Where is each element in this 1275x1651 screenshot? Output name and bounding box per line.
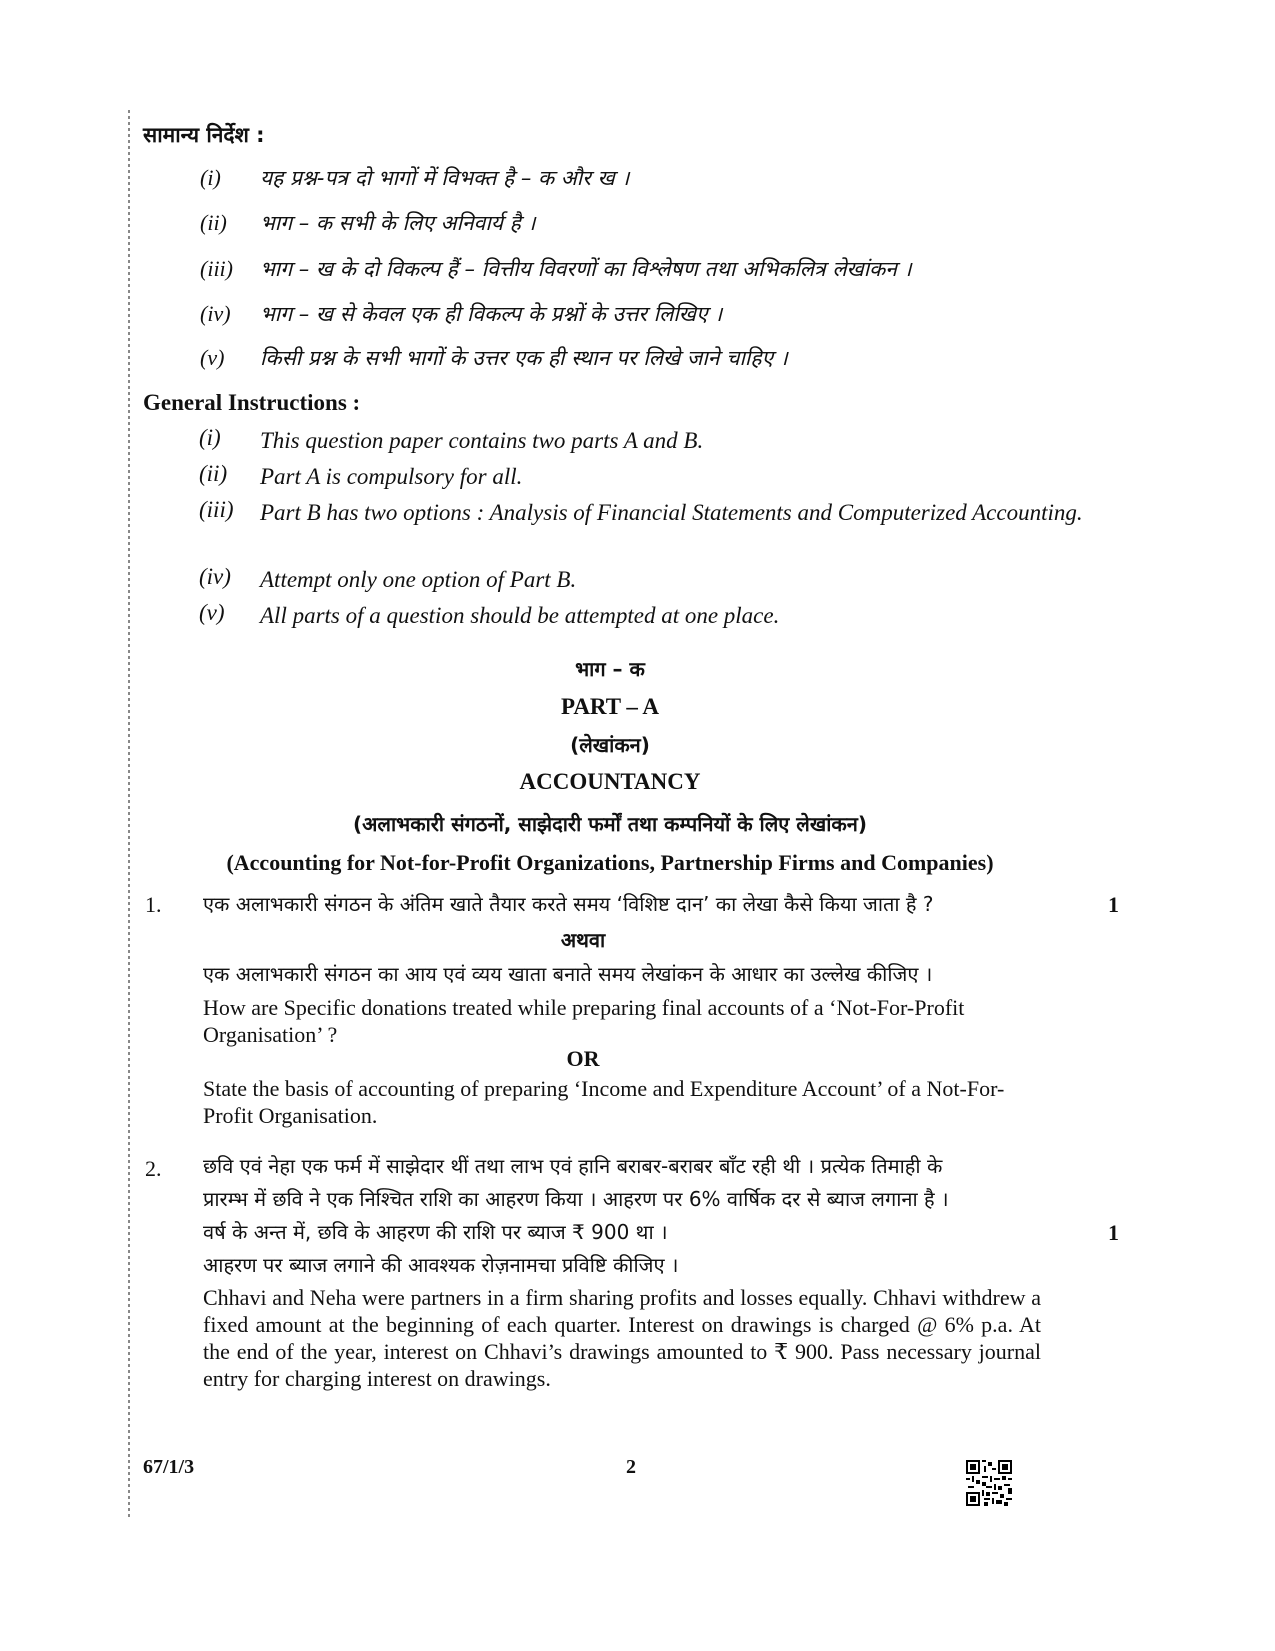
hindi-part-heading: भाग – क [575, 657, 645, 681]
item-text: भाग – ख से केवल एक ही विकल्प के प्रश्नों के उत्तर लिखिए । [260, 302, 723, 326]
english-instructions-heading: General Instructions : [143, 390, 361, 415]
hindi-or-separator: अथवा [560, 928, 606, 952]
hindi-instruction-item [200, 300, 722, 328]
item-number: (v) [200, 345, 225, 370]
item-text: This question paper contains two parts A and B. [260, 428, 704, 453]
question-hindi-alternative: एक अलाभकारी संगठन का आय एवं व्यय खाता बनाते समय लेखांकन के आधार का उल्लेख कीजिए । [203, 962, 933, 986]
item-number: (iv) [200, 301, 231, 326]
dotted-margin-line [128, 110, 130, 1520]
hindi-instructions-heading: सामान्य निर्देश : [143, 123, 265, 147]
hindi-instruction-item [200, 255, 912, 283]
hindi-subject-heading: (लेखांकन) [570, 733, 650, 757]
item-number: (ii) [200, 210, 227, 235]
english-or-separator: OR [566, 1046, 600, 1071]
question-hindi-line: वर्ष के अन्त में, छवि के आहरण की राशि पर ब्याज ₹ 900 था । [203, 1220, 668, 1244]
scope-heading: (Accounting for Not-for-Profit Organizations, Partnership Firms and Companies) [226, 850, 994, 875]
hindi-instruction-item [200, 164, 629, 192]
item-text: All parts of a question should be attempted at one place. [260, 603, 780, 628]
question-hindi-line: प्रारम्भ में छवि ने एक निश्चित राशि का आहरण किया । आहरण पर 6% वार्षिक दर से ब्याज लगाना है । [203, 1187, 949, 1211]
question-hindi-line: छवि एवं नेहा एक फर्म में साझेदार थीं तथा लाभ एवं हानि बराबर-बराबर बाँट रही थी । प्रत्येक तिमाही के [203, 1154, 943, 1178]
item-text: यह प्रश्न-पत्र दो भागों में विभक्त है – क और ख । [260, 166, 630, 190]
item-number: (i) [200, 165, 221, 190]
question-marks: 1 [1108, 892, 1119, 917]
paper-code: 67/1/3 [143, 1456, 195, 1478]
item-number: (iii) [200, 256, 233, 281]
item-number: (iii) [199, 497, 234, 522]
question-english-text: Chhavi and Neha were partners in a firm sharing profits and losses equally. Chhavi withdrew a fixed amount at the beginning of each quarter. Interest on drawings is charged @ 6% p.a. At the end of the year, interest on Chhavi’s drawings amounted to ₹ 900. Pass necessary journal entry for charging interest on drawings. [203, 1285, 1041, 1391]
qr-code-icon [966, 1460, 1012, 1506]
item-number: (i) [199, 425, 221, 450]
item-text: Attempt only one option of Part B. [260, 567, 577, 592]
question-english-alternative: State the basis of accounting of preparing ‘Income and Expenditure Account’ of a Not-For-Profit Organisation. [203, 1076, 1005, 1128]
question-number: 1. [145, 892, 162, 917]
question-english-text: How are Specific donations treated while preparing final accounts of a ‘Not-For-Profit Organisation’ ? [203, 995, 965, 1047]
hindi-scope-heading: (अलाभकारी संगठनों, साझेदारी फर्मों तथा कम्पनियों के लिए लेखांकन) [352, 812, 868, 836]
hindi-instruction-item [200, 209, 535, 237]
question-marks: 1 [1108, 1220, 1119, 1245]
item-text: भाग – ख के दो विकल्प हैं – वित्तीय विवरणों का विश्लेषण तथा अभिकलित्र लेखांकन । [260, 257, 912, 281]
item-number: (v) [199, 600, 225, 625]
page-number: 2 [626, 1456, 636, 1478]
item-text: भाग – क सभी के लिए अनिवार्य है । [260, 211, 536, 235]
subject-heading: ACCOUNTANCY [519, 769, 701, 794]
question-hindi-line: आहरण पर ब्याज लगाने की आवश्यक रोज़नामचा प्रविष्टि कीजिए । [203, 1253, 679, 1277]
question-hindi-text: एक अलाभकारी संगठन के अंतिम खाते तैयार करते समय ‘विशिष्ट दान’ का लेखा कैसे किया जाता है ? [203, 892, 934, 916]
item-text: Part A is compulsory for all. [260, 464, 523, 489]
hindi-instruction-item [200, 344, 788, 372]
item-text: Part B has two options : Analysis of Financial Statements and Computerized Accounting. [260, 500, 1083, 525]
item-text: किसी प्रश्न के सभी भागों के उत्तर एक ही स्थान पर लिखे जाने चाहिए । [260, 346, 788, 370]
item-number: (iv) [199, 564, 231, 589]
question-number: 2. [145, 1156, 162, 1181]
item-number: (ii) [199, 461, 228, 486]
part-heading: PART – A [560, 694, 660, 719]
